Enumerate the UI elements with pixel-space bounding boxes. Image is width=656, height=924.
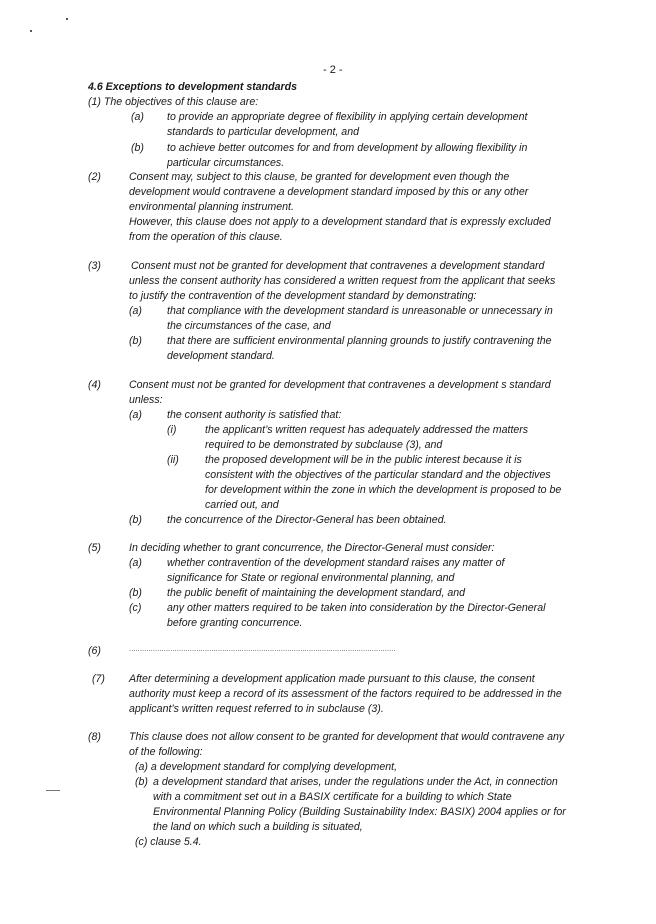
clause-1a-text: standards to particular development, and bbox=[167, 126, 359, 138]
clause-4-text: unless: bbox=[129, 394, 163, 406]
clause-5b-text: the public benefit of maintaining the development standard, and bbox=[167, 587, 466, 599]
clause-5a-label: (a) bbox=[129, 557, 142, 569]
clause-8b-text: a development standard that arises, under the regulations under the Act, in connection bbox=[153, 776, 558, 788]
clause-3-text: unless the consent authority has considered a written request from the applicant that seeks bbox=[129, 275, 556, 287]
scan-speck bbox=[30, 30, 32, 32]
clause-4b-text: the concurrence of the Director-General has been obtained. bbox=[167, 514, 447, 526]
clause-6-dotted-placeholder: …………………………………………………………………………………………………………… bbox=[129, 646, 396, 653]
scan-speck bbox=[66, 18, 68, 20]
clause-1a-text: to provide an appropriate degree of flexibility in applying certain development bbox=[167, 111, 528, 123]
clause-8-text: This clause does not allow consent to be granted for development that would contravene any bbox=[129, 731, 565, 743]
clause-4a-i-text: required to be demonstrated by subclause (3), and bbox=[205, 439, 443, 451]
clause-5-number: (5) bbox=[88, 542, 101, 554]
clause-5c-text: before granting concurrence. bbox=[167, 617, 303, 629]
clause-8b-text: the land on which such a building is situated, bbox=[153, 821, 363, 833]
clause-7-text: authority must keep a record of its assessment of the factors required to be addressed in the bbox=[129, 688, 562, 700]
clause-1-intro: (1) The objectives of this clause are: bbox=[88, 96, 259, 108]
clause-2-text: environmental planning instrument. bbox=[129, 201, 294, 213]
clause-1b-text: particular circumstances. bbox=[167, 157, 285, 169]
clause-3b-text: development standard. bbox=[167, 350, 275, 362]
clause-1b-label: (b) bbox=[131, 142, 144, 154]
clause-4b-label: (b) bbox=[129, 514, 142, 526]
clause-3a-label: (a) bbox=[129, 305, 142, 317]
clause-3b-text: that there are sufficient environmental planning grounds to justify contravening the bbox=[167, 335, 552, 347]
clause-2-text: However, this clause does not apply to a development standard that is expressly excluded bbox=[129, 216, 551, 228]
clause-4a-ii-text: carried out, and bbox=[205, 499, 279, 511]
clause-8-text: of the following: bbox=[129, 746, 203, 758]
clause-4a-ii-text: consistent with the objectives of the particular standard and the objectives bbox=[205, 469, 551, 481]
clause-3-number: (3) bbox=[88, 260, 101, 272]
clause-3b-label: (b) bbox=[129, 335, 142, 347]
clause-6-number: (6) bbox=[88, 645, 101, 657]
section-heading: 4.6 Exceptions to development standards bbox=[88, 81, 297, 93]
clause-3a-text: the circumstances of the case, and bbox=[167, 320, 331, 332]
clause-4a-ii-text: for development within the zone in which the development is proposed to be bbox=[205, 484, 562, 496]
clause-8b-text: Environmental Planning Policy (Building Sustainability Index: BASIX) 2004 applies or for bbox=[153, 806, 566, 818]
clause-3-text: to justify the contravention of the development standard by demonstrating: bbox=[129, 290, 477, 302]
clause-4-number: (4) bbox=[88, 379, 101, 391]
clause-4a-i-label: (i) bbox=[167, 424, 177, 436]
clause-5c-label: (c) bbox=[129, 602, 142, 614]
clause-1a-label: (a) bbox=[131, 111, 144, 123]
clause-2-text: Consent may, subject to this clause, be granted for development even though the bbox=[129, 171, 510, 183]
clause-7-text: applicant’s written request referred to in subclause (3). bbox=[129, 703, 384, 715]
clause-4a-text: the consent authority is satisfied that: bbox=[167, 409, 342, 421]
clause-2-text: development would contravene a development standard imposed by this or any other bbox=[129, 186, 529, 198]
clause-5-text: In deciding whether to grant concurrence, the Director-General must consider: bbox=[129, 542, 495, 554]
clause-7-text: After determining a development application made pursuant to this clause, the consent bbox=[129, 673, 535, 685]
clause-4a-ii-text: the proposed development will be in the public interest because it is bbox=[205, 454, 522, 466]
clause-5b-label: (b) bbox=[129, 587, 142, 599]
clause-7-number: (7) bbox=[92, 673, 105, 685]
clause-4a-ii-label: (ii) bbox=[167, 454, 179, 466]
clause-1b-text: to achieve better outcomes for and from development by allowing flexibility in bbox=[167, 142, 528, 154]
page-number: - 2 - bbox=[323, 64, 343, 76]
clause-3a-text: that compliance with the development standard is unreasonable or unnecessary in bbox=[167, 305, 553, 317]
clause-4-text: Consent must not be granted for development that contravenes a development s standard bbox=[129, 379, 551, 391]
clause-8b-text: with a commitment set out in a BASIX certificate for a building to which State bbox=[153, 791, 512, 803]
clause-8-number: (8) bbox=[88, 731, 101, 743]
clause-2-text: from the operation of this clause. bbox=[129, 231, 283, 243]
clause-8a-text: (a) a development standard for complying development, bbox=[135, 761, 398, 773]
clause-2-number: (2) bbox=[88, 171, 101, 183]
clause-5a-text: significance for State or regional environmental planning, and bbox=[167, 572, 455, 584]
clause-8c-text: (c) clause 5.4. bbox=[135, 836, 202, 848]
clause-5c-text: any other matters required to be taken into consideration by the Director-General bbox=[167, 602, 546, 614]
clause-5a-text: whether contravention of the development standard raises any matter of bbox=[167, 557, 505, 569]
clause-4a-i-text: the applicant’s written request has adequately addressed the matters bbox=[205, 424, 529, 436]
clause-4a-label: (a) bbox=[129, 409, 142, 421]
scan-dash bbox=[46, 790, 60, 791]
clause-3-text: Consent must not be granted for development that contravenes a development standard bbox=[131, 260, 545, 272]
clause-8b-label: (b) bbox=[135, 776, 148, 788]
